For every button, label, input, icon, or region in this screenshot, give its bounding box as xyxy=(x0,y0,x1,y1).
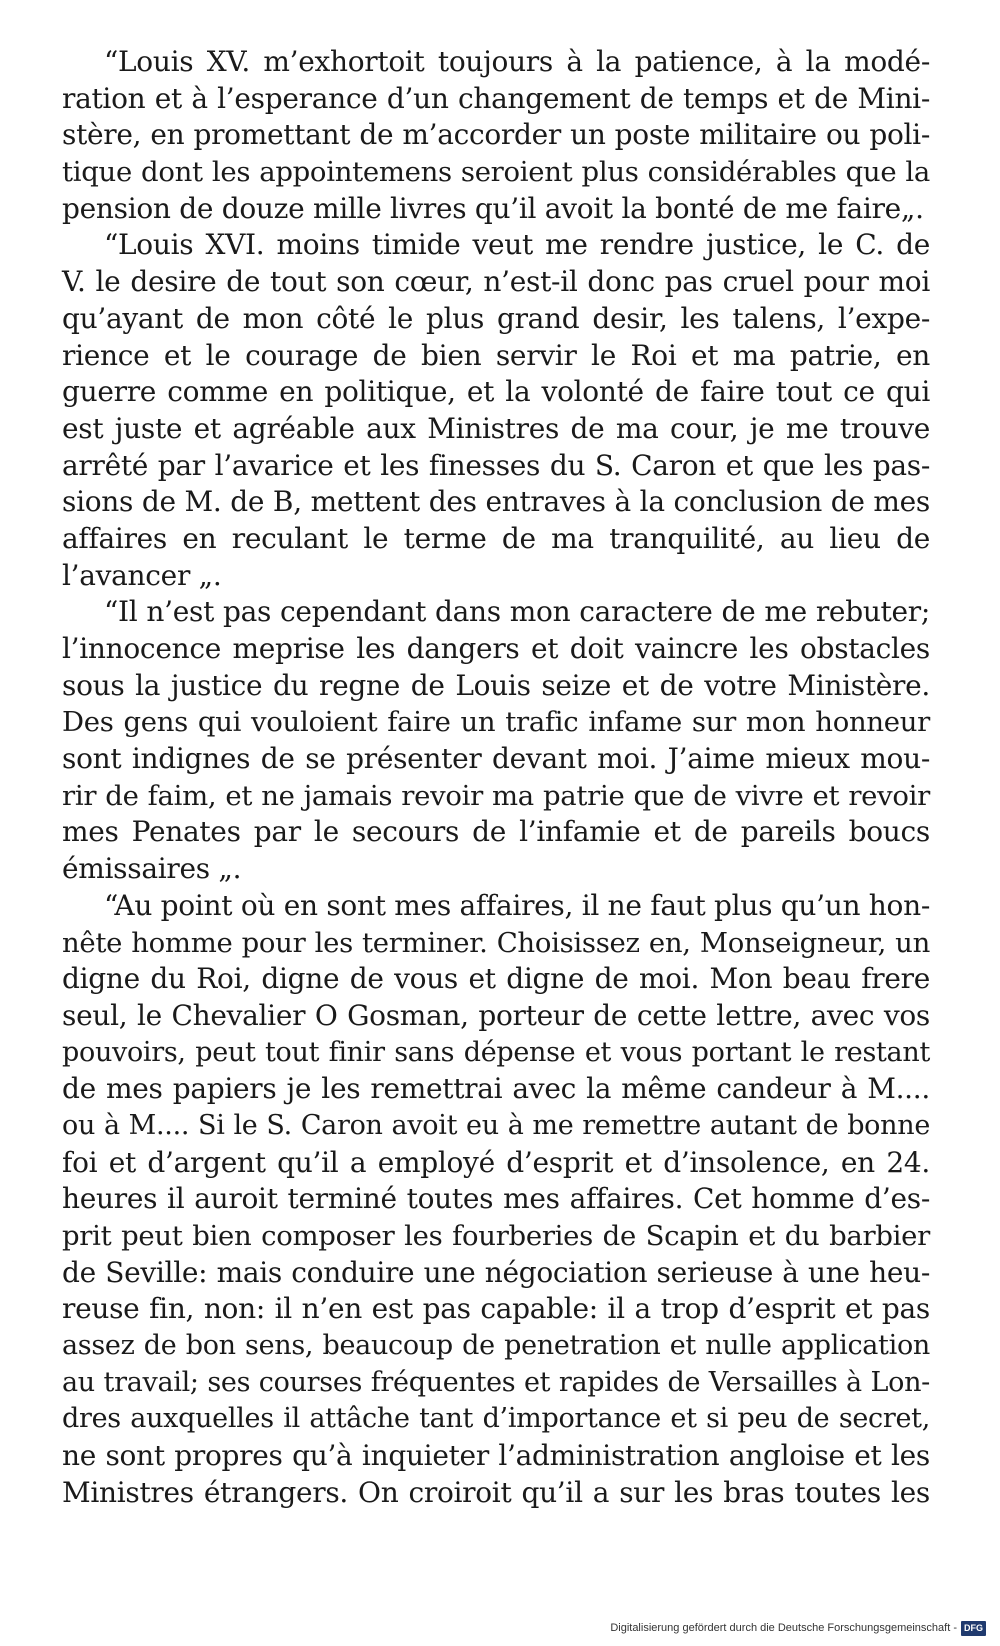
text-line: ne sont propres qu’à inquieter l’administration angloise et les xyxy=(62,1439,930,1473)
text-line: guerre comme en politique, et la volonté de faire tout ce qui xyxy=(62,375,930,409)
text-line: sont indignes de se présenter devant moi. J’aime mieux mou- xyxy=(62,742,930,776)
text-line: foi et d’argent qu’il a employé d’esprit et d’insolence, en 24. xyxy=(62,1145,930,1179)
text-line: rir de faim, et ne jamais revoir ma patrie que de vivre et revoir xyxy=(62,779,930,812)
text-line: “Louis XVI. moins timide veut me rendre justice, le C. de xyxy=(104,228,930,262)
text-line: est juste et agréable aux Ministres de ma cour, je me trouve xyxy=(62,411,930,445)
text-line: assez de bon sens, beaucoup de penetration et nulle application xyxy=(62,1330,930,1362)
text-line: pouvoirs, peut tout finir sans dépense et vous portant le restant xyxy=(62,1036,930,1068)
text-line: de mes papiers je les remettrai avec la même candeur à M.... xyxy=(62,1072,930,1106)
text-line: “Au point où en sont mes affaires, il ne faut plus qu’un hon- xyxy=(104,888,930,922)
text-line: rience et le courage de bien servir le Roi et ma patrie, en xyxy=(62,338,930,372)
text-line: au travail; ses courses fréquentes et rapides de Versailles à Lon- xyxy=(62,1366,930,1398)
dfg-logo: DFG xyxy=(961,1621,986,1636)
text-line: digne du Roi, digne de vous et digne de moi. Mon beau frere xyxy=(62,962,930,996)
text-line: “Il n’est pas cependant dans mon caractere de me rebuter; xyxy=(104,595,930,629)
text-line: prit peut bien composer les fourberies de Scapin et du barbier xyxy=(62,1220,930,1252)
text-line: “Louis XV. m’exhortoit toujours à la patience, à la modé- xyxy=(104,45,930,78)
text-line: émissaires „. xyxy=(62,852,242,886)
text-line: reuse fin, non: il n’en est pas capable: il a trop d’esprit et pas xyxy=(62,1292,930,1326)
text-line: pension de douze mille livres qu’il avoit la bonté de me faire„. xyxy=(62,191,924,225)
text-line: stère, en promettant de m’accorder un poste militaire ou poli- xyxy=(62,118,930,152)
text-line: affaires en reculant le terme de ma tranquilité, au lieu de xyxy=(62,521,930,555)
text-line: l’innocence meprise les dangers et doit vaincre les obstacles xyxy=(62,632,930,665)
text-line: mes Penates par le secours de l’infamie et de pareils boucs xyxy=(62,815,930,849)
text-line: seul, le Chevalier O Gosman, porteur de cette lettre, avec vos xyxy=(62,998,930,1032)
text-line: tique dont les appointemens seroient plus considérables que la xyxy=(62,156,930,189)
text-line: l’avancer „. xyxy=(62,558,222,592)
text-line: qu’ayant de mon côté le plus grand desir, les talens, l’expe- xyxy=(62,301,930,335)
credit-text: Digitalisierung gefördert durch die Deutsche Forschungsgemeinschaft - xyxy=(610,1622,957,1634)
text-line: heures il auroit terminé toutes mes affaires. Cet homme d’es- xyxy=(62,1182,930,1216)
text-line: ration et à l’esperance d’un changement de temps et de Mini- xyxy=(62,81,930,115)
text-line: Des gens qui vouloient faire un trafic infame sur mon honneur xyxy=(62,706,930,739)
text-line: V. le desire de tout son cœur, n’est-il donc pas cruel pour moi xyxy=(62,265,930,299)
text-line: de Seville: mais conduire une négociation serieuse à une heu- xyxy=(62,1255,930,1289)
text-line: arrêté par l’avarice et les finesses du S. Caron et que les pas- xyxy=(62,448,930,482)
text-line: ou à M.... Si le S. Caron avoit eu à me remettre autant de bonne xyxy=(62,1109,930,1141)
digitization-credit xyxy=(610,1618,986,1638)
text-line: dres auxquelles il attâche tant d’importance et si peu de secret, xyxy=(62,1403,930,1435)
text-line: Ministres étrangers. On croiroit qu’il a sur les bras toutes les xyxy=(62,1475,930,1509)
text-line: nête homme pour les terminer. Choisissez en, Monseigneur, un xyxy=(62,926,930,959)
text-line: sions de M. de B, mettent des entraves à la conclusion de mes xyxy=(62,485,930,519)
text-line: sous la justice du regne de Louis seize et de votre Ministère. xyxy=(62,668,930,702)
letter-text-block xyxy=(62,44,930,1512)
